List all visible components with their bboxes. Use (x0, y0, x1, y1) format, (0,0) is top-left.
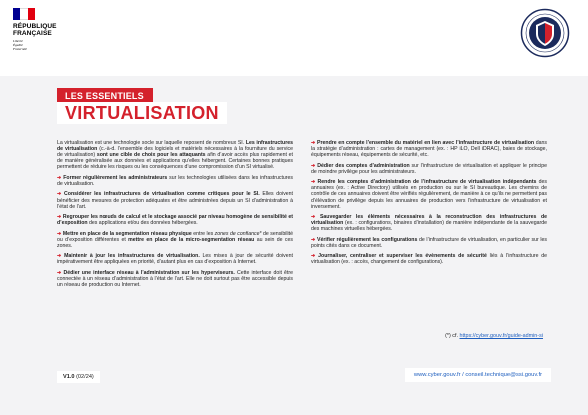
guide-link[interactable]: https://cyber.gouv.fr/guide-admin-si (459, 333, 543, 339)
arrow-icon: ➔ (57, 174, 62, 181)
motto-egalite: Égalité (13, 43, 23, 47)
republique-francaise-logo (13, 8, 83, 51)
page-title: VIRTUALISATION (57, 102, 227, 124)
list-item: ➔ Regrouper les nœuds de calcul et le stockage associé par niveau homogène de sensibilité et d’exposition des applications et/ou des données hébergées. (57, 214, 293, 227)
list-item: ➔ Vérifier régulièrement les configurations de l’infrastructure de virtualisation, en particulier sur les points cités dans ce document. (311, 236, 547, 249)
republic-line-1: RÉPUBLIQUE (13, 23, 57, 30)
contact-link[interactable]: www.cyber.gouv.fr / conseil.technique@ssi.gouv.fr (405, 368, 551, 382)
list-item: ➔ Dédier une interface réseau à l’administration sur les hyperviseurs. Cette interface doit être connectée à un réseau d’administration à l’état de l’art. Elle ne doit surtout pas être accessible depuis un réseau de production ou Internet. (57, 269, 293, 289)
arrow-icon: ➔ (311, 236, 316, 243)
arrow-icon: ➔ (57, 191, 62, 198)
version-badge: V1.0 (02/24) (57, 371, 100, 383)
footnote: (*) cf. https://cyber.gouv.fr/guide-admin-si (445, 333, 543, 339)
republic-line-2: FRANÇAISE (13, 30, 52, 37)
arrow-icon: ➔ (311, 214, 316, 221)
republic-name (13, 23, 83, 37)
motto-fraternite: Fraternité (13, 47, 27, 51)
motto-liberte: Liberté (13, 39, 23, 43)
list-item: ➔ Sauvegarder les éléments nécessaires à la reconstruction des infrastructures de virtualisation (ex. : configurations, binaires d’installation) de manière indépendante de la sauvegarde des machines virtuelles hébergées. (311, 214, 547, 233)
section-tag: LES ESSENTIELS (57, 88, 153, 104)
left-column (57, 140, 293, 293)
intro-paragraph: La virtualisation est une technologie socle sur laquelle reposent de nombreux SI. Les infrastructures de virtualisation (c.-à-d. l’ensemble des logiciels et matériels nécessaires à la fourniture du service de virtualisation) sont une cible de choix pour les attaquants afin d’avoir accès plus rapidement et de manière généralisée aux données et applications qu’elles hébergent. Certaines bonnes pratiques permettent de réduire les risques ou les conséquences d’une compromission d’un SI virtualisé. (57, 140, 293, 171)
list-item: ➔ Dédier des comptes d’administration sur l’infrastructure de virtualisation et appliquer le principe de moindre privilège pour les administrateurs. (311, 162, 547, 175)
republic-motto (13, 39, 83, 51)
arrow-icon: ➔ (311, 179, 316, 186)
list-item: ➔ Former régulièrement les administrateurs sur les technologies utilisées dans les infrastructures de virtualisation. (57, 174, 293, 187)
french-flag-icon (13, 8, 35, 20)
list-item: ➔ Prendre en compte l’ensemble du matériel en lien avec l’infrastructure de virtualisation dans la stratégie d’administration : cartes de management (ex. : HP iLO, Dell iDRAC), baies de stockage, équipements réseau, équipements de sécurité, etc. (311, 140, 547, 159)
arrow-icon: ➔ (57, 230, 62, 237)
page-header (0, 0, 588, 76)
arrow-icon: ➔ (57, 253, 62, 260)
arrow-icon: ➔ (311, 140, 316, 146)
right-column (311, 140, 547, 270)
arrow-icon: ➔ (311, 253, 316, 260)
anssi-emblem-icon (520, 8, 570, 58)
list-item: ➔ Considérer les infrastructures de virtualisation comme critiques pour le SI. Elles doivent bénéficier des mesures de protection adéquates et être administrées depuis un SI d’administration à l’état de l’art. (57, 191, 293, 210)
list-item: ➔ Journaliser, centraliser et superviser les évènements de sécurité liés à l’infrastructure de virtualisation (ex. : accès, changement de configurations). (311, 253, 547, 266)
list-item: ➔ Mettre en place de la segmentation réseau physique entre les zones de confiance* de sensibilité ou d’exposition différentes et mettre en place de la micro-segmentation réseau au sein de ces zones. (57, 230, 294, 249)
arrow-icon: ➔ (57, 269, 62, 276)
list-item: ➔ Rendre les comptes d’administration de l’infrastructure de virtualisation indépendants des annuaires (ex. : Active Directory) utilisés en production ou sur le SI bureautique. Les chemins de contrôle de ces annuaires doivent être vérifiés régulièrement, de manière à ce qu’ils ne permettent pas d’élévation de privilège depuis les annuaires de production vers l’infrastructure de virtualisation et inversement. (311, 179, 547, 210)
arrow-icon: ➔ (57, 214, 62, 221)
list-item: ➔ Maintenir à jour les infrastructures de virtualisation. Les mises à jour de sécurité doivent impérativement être appliquées en priorité, d’autant plus en cas d’exposition à Internet. (57, 253, 293, 266)
arrow-icon: ➔ (311, 162, 316, 169)
